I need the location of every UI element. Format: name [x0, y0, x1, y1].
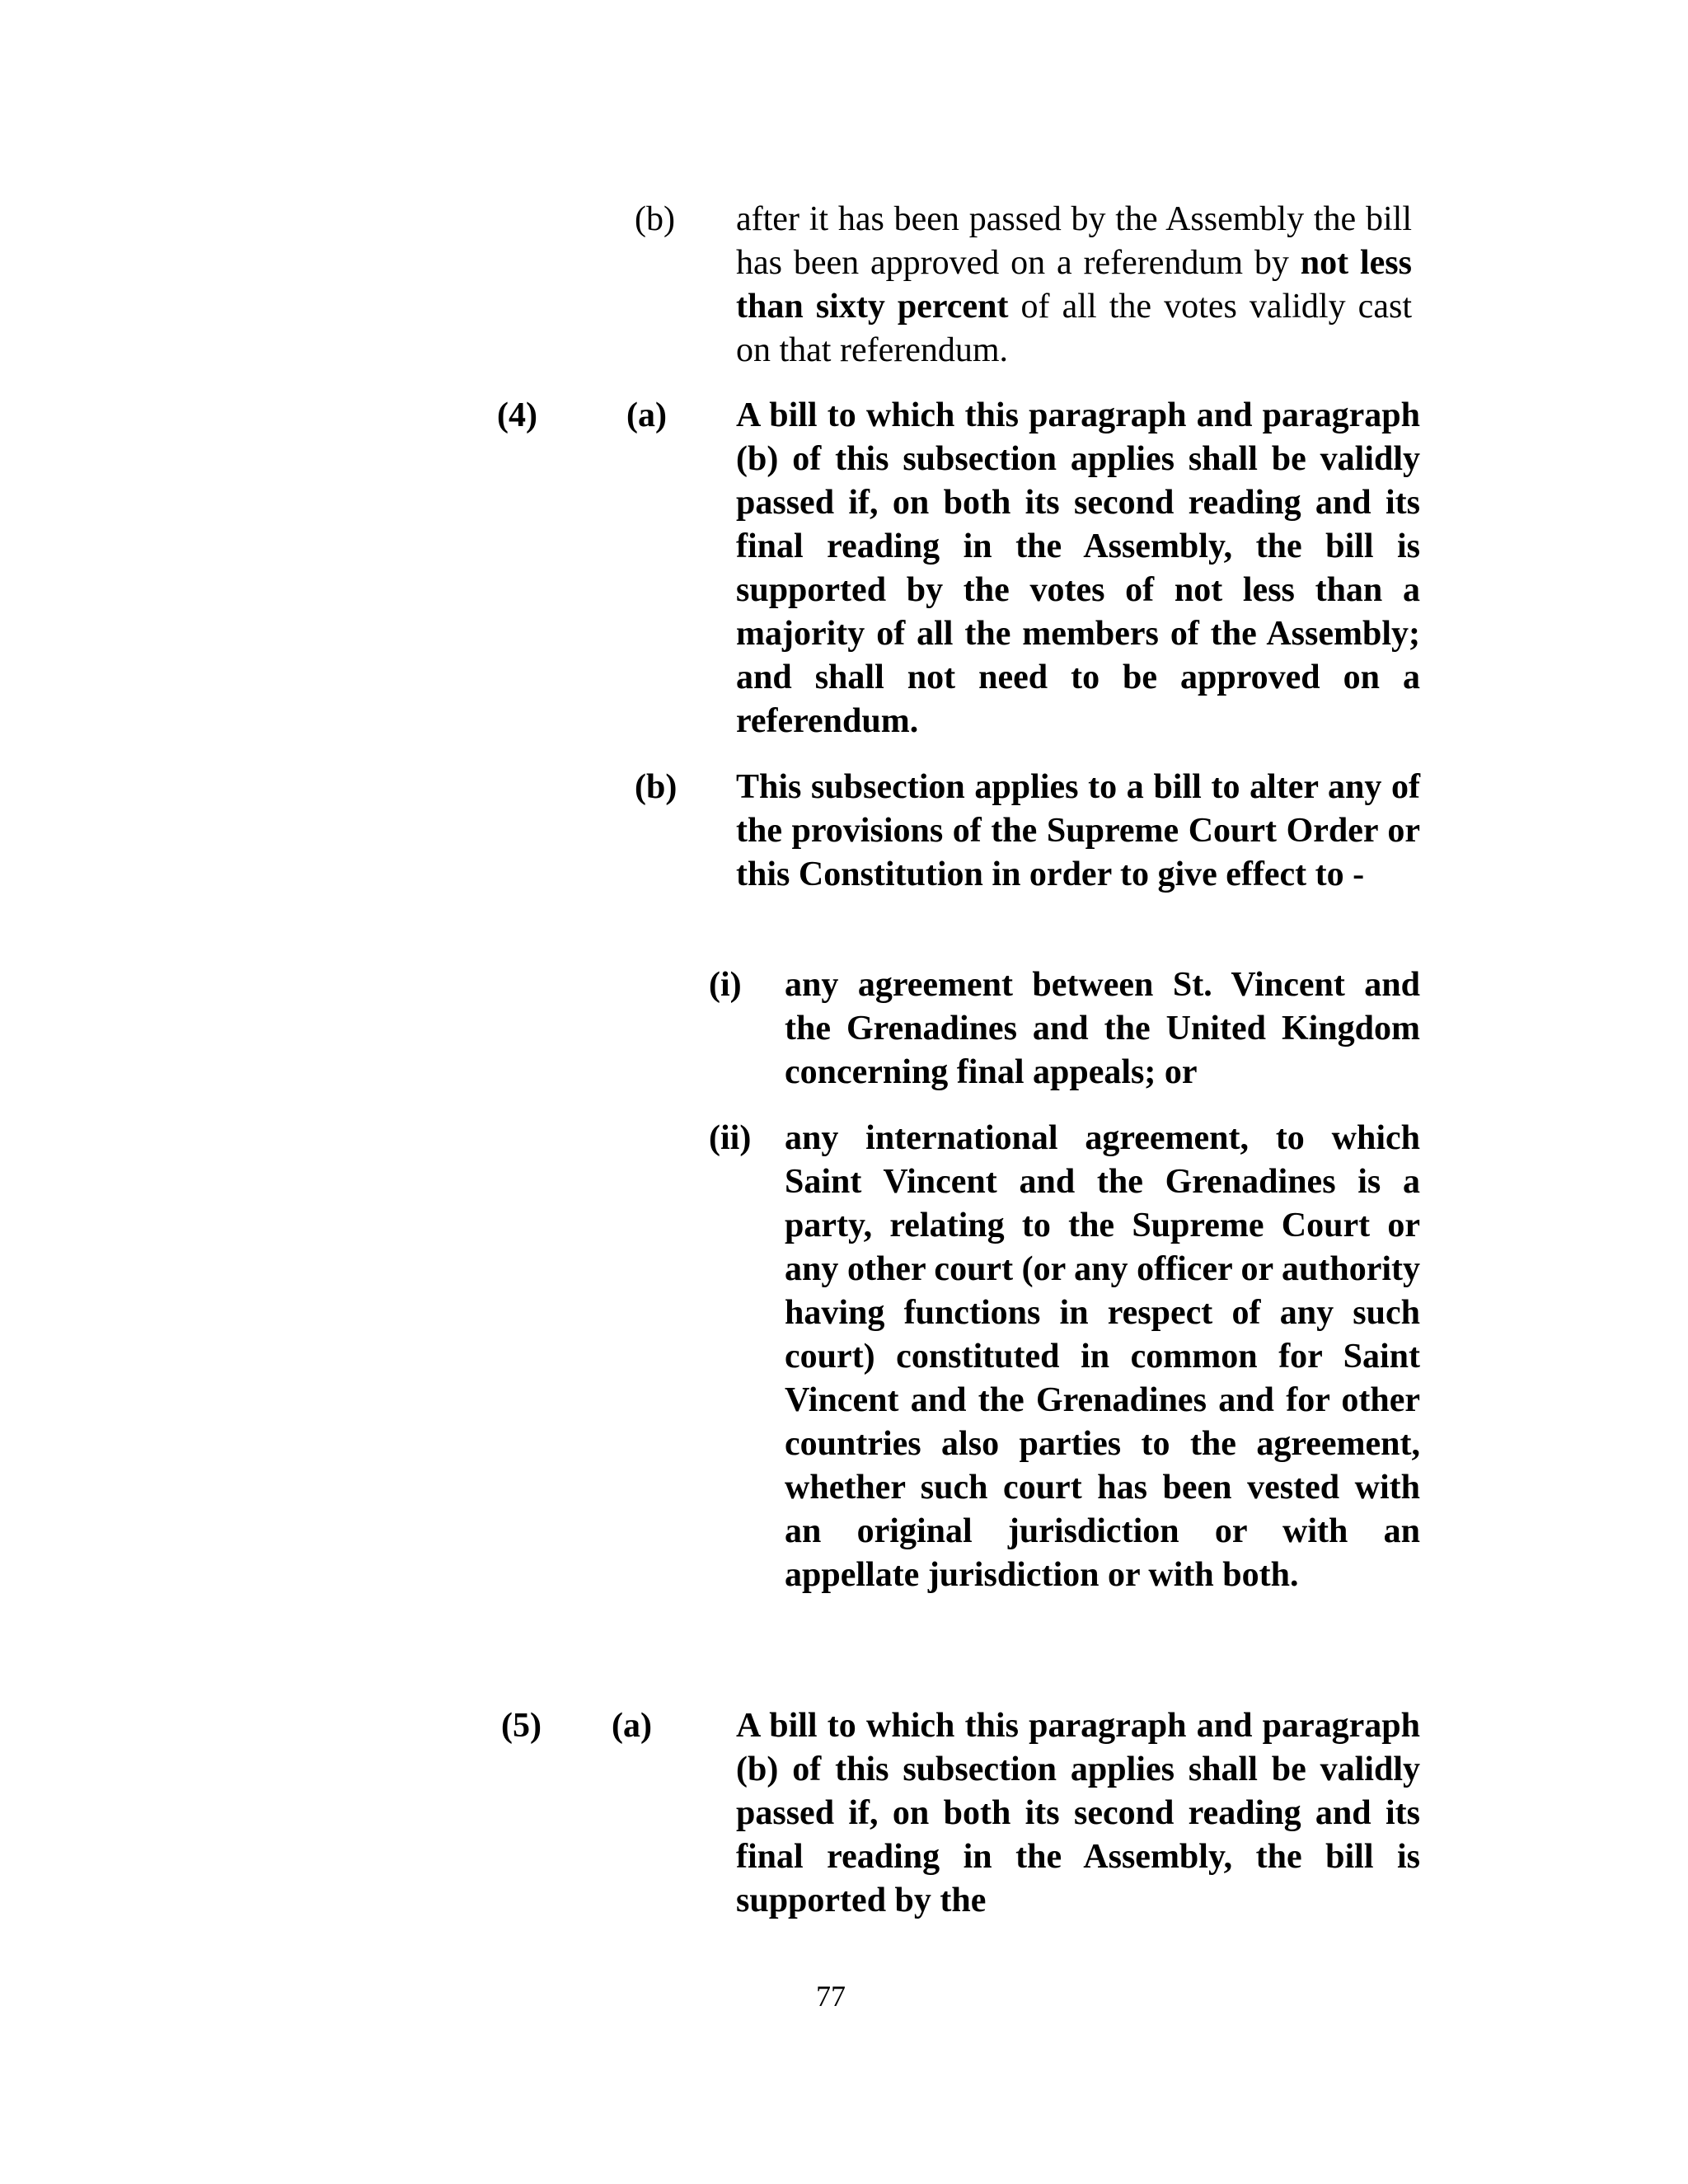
paragraph-3b-text [736, 198, 1412, 373]
paragraph-3b-text-end: of all the votes validly cast on that referendum. [736, 288, 1412, 369]
subparagraph-4b-i-text: any agreement between St. Vincent and the Grenadines and the United Kingdom concerning final appeals; or [785, 966, 1420, 1091]
subparagraph-label-4b-ii: (ii) [709, 1119, 752, 1157]
subsection-label-4: (4) [497, 396, 537, 434]
paragraph-label-3b: (b) [635, 200, 675, 238]
paragraph-5a-text: A bill to which this paragraph and paragraph (b) of this subsection applies shall be validly passed if, on both its second reading and its final reading in the Assembly, the bill is supported by the [736, 1707, 1420, 1919]
subparagraph-label-4b-i: (i) [709, 966, 742, 1004]
paragraph-3b-emphasis: not less than sixty percent [736, 244, 1412, 326]
paragraph-label-4b: (b) [635, 768, 678, 806]
paragraph-4b-text: This subsection applies to a bill to alter any of the provisions of the Supreme Court Order or this Constitution in order to give effect to - [736, 768, 1420, 893]
subparagraph-4b-ii-text: any international agreement, to which Saint Vincent and the Grenadines is a party, relating to the Supreme Court or any other court (or any officer or authority having functions in respect of any such court) constituted in common for Saint Vincent and the Grenadines and for other countries also parties to the agreement, whether such court has been vested with an original jurisdiction or with an appellate jurisdiction or with both. [785, 1119, 1420, 1594]
paragraph-4a-text: A bill to which this paragraph and paragraph (b) of this subsection applies shall be validly passed if, on both its second reading and its final reading in the Assembly, the bill is supported by the votes of not less than a majority of all the members of the Assembly; and shall not need to be approved on a referendum. [736, 396, 1420, 740]
paragraph-label-5a: (a) [612, 1707, 652, 1745]
subsection-label-5: (5) [501, 1707, 542, 1745]
page-number: 77 [816, 1980, 846, 2013]
paragraph-3b-text-start: after it has been passed by the Assembly the bill has been approved on a referendum by [736, 200, 1412, 282]
paragraph-label-4a: (a) [626, 396, 667, 434]
